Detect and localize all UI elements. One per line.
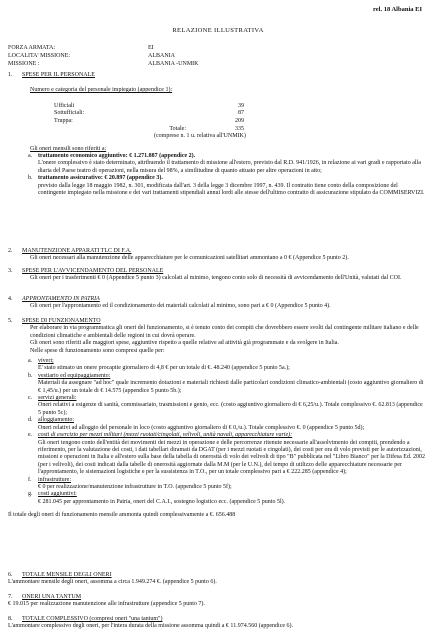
section-number: 8. xyxy=(8,616,13,622)
list-item xyxy=(0,153,436,175)
staff-intro: Numero e categoria del personale impiegato (appendice 1): xyxy=(30,87,173,94)
item-text: Materiali da assegnare "ad hoc" quale incremento dotazioni e materiali richiesti dalle particolari condizioni climatico-ambientali (costo aggiuntivo giornaliero di € 1,45/u.) per un totale di € 14.575 (appendice 5 punto 5b.); xyxy=(38,380,424,394)
section-title: SPESE PER L'AVVICENDAMENTO DEL PERSONALE xyxy=(22,268,164,274)
section-rotation xyxy=(0,268,436,283)
item-text: Oneri relativi ad alloggio del personale in loco (costo aggiuntivo giornaliero di € 0,/u.). Totale complessivo €. 0 (appendice 5 punto 5d); xyxy=(38,424,365,431)
item-heading: costi di esercizio per mezzi militari (mezzi ruotati/cingolati, velivoli, unità navali, apparecchiature varie): xyxy=(38,432,293,439)
staff-table xyxy=(54,103,264,141)
item-marker: a. xyxy=(28,153,33,159)
item-body xyxy=(38,373,436,395)
section-body: Gli oneri per i trasferimenti € 0 (Appendice 5 punto 3) calcolati al minimo, tengono conto solo di necessità di avvicendamento dell'Unità, valutati dal COI. xyxy=(30,275,402,282)
section-body: Gli oneri sono riferiti alle maggiori spese, aggiuntive rispetto a quelle relative ad attività già programmate e da svolgere in Italia. xyxy=(30,340,339,347)
section-title: TOTALE MENSILE DEGLI ONERI xyxy=(22,572,112,578)
item-text: Gli oneri tengono conto dell'entità dei movimenti dei mezzi in operazione e delle percorrenze ritenute necessarie all'assolvimento dei compiti, prendendo a riferimento, per la valutazione dei costi, i dati tabellari diramati da DGAT (per i mezzi ruotati e cingolati), dei costi per ora di volo previsti per le autorizzazioni, missioni e operazioni in Italia e all'estero sulla base della tabella di onerosità di volo dei velivoli di tipo "B" pubblicata nel "Libro Bianco" per la Difesa Ed. 2002 (per i velivoli), dei costi indicati dalla tabelle di onerosità aggiornate dalla M.M (per le U.N.), del tempo di utilizzo delle apparecchiature necessarie per l'approntamento, le sistemazioni logistiche e per la sussistenza in T.O., per un totale complessivo pari a € 222.285 (appendice 4); xyxy=(38,439,425,476)
section-body: L'ammontare mensile degli oneri, assomma a circa 1.949.274 €. (appendice 5 punto 6). xyxy=(8,579,217,586)
item-heading: viveri; xyxy=(38,358,54,365)
item-body xyxy=(38,477,436,492)
list-item-viveri xyxy=(0,358,436,373)
item-heading: alloggiamento: xyxy=(38,417,74,424)
item-text: E' stato stimato un onere procapite giornaliero di 4,8 € per un totale di €. 48.240 (appendice 5 punto 5a.); xyxy=(38,365,290,372)
staff-category: Ufficiali xyxy=(54,102,75,109)
document-title: RELAZIONE ILLUSTRATIVA xyxy=(172,27,264,34)
mission-info xyxy=(8,45,268,69)
staff-category: Truppa: xyxy=(54,118,73,124)
staff-count: 39 xyxy=(238,102,244,109)
item-marker: f. xyxy=(28,476,32,483)
item-marker: e. xyxy=(28,432,33,439)
document-reference: rel. 18 Albania EI xyxy=(372,6,422,13)
item-marker: d. xyxy=(28,417,33,424)
section-personnel xyxy=(0,72,436,197)
item-text: € 0 per realizzazione/manutenzione infrastrutture in T.O. (appendice 5 punto 5f); xyxy=(38,483,232,490)
section-operating-costs xyxy=(0,318,436,520)
staff-row xyxy=(54,110,264,118)
section-number: 1. xyxy=(8,72,13,78)
staff-total-value: 335 xyxy=(235,125,244,132)
list-item-vehicle-costs xyxy=(0,432,436,476)
section-body: Gli oneri per l'approntamento ed il condizionamento dei materiali calcolati al minimo, sono pari a € 0 (Appendice 5 punto 4). xyxy=(30,303,331,310)
meta-key: FORZA ARMATA: xyxy=(8,45,56,51)
section-body: Nelle spese di funzionamento sono compresi quelle per: xyxy=(30,347,165,354)
item-heading: servizi generali: xyxy=(38,395,77,402)
meta-value: EI xyxy=(148,45,154,51)
item-heading: trattamento assicurativo: € 20.897 (appendice 3). xyxy=(38,175,163,182)
item-body xyxy=(38,175,436,197)
list-item xyxy=(0,175,436,197)
item-marker: g. xyxy=(28,491,33,498)
section-title: SPESE PER IL PERSONALE xyxy=(22,72,95,78)
section-number: 5. xyxy=(8,318,13,324)
item-text: Oneri relativi a esigenze di sanità, commissariato, trasmissioni e genio, ecc. (costo aggiuntivo giornaliero di € 6,25/u.). Totale complessivo €. 62.813 (appendice 5 punto 5c); xyxy=(38,402,423,416)
staff-count: 87 xyxy=(238,110,244,117)
section-title: SPESE DI FUNZIONAMENTO xyxy=(22,318,101,324)
staff-row xyxy=(54,103,264,111)
staff-total-note: (comprese n. 1 u. relativa all'UNMIK) xyxy=(154,133,246,140)
list-item-infrastructure xyxy=(0,477,436,492)
list-item-clothing xyxy=(0,373,436,395)
item-marker: b. xyxy=(28,372,33,379)
oneri-intro: Gli oneri mensili sono riferiti a: xyxy=(30,145,107,152)
item-body xyxy=(38,153,436,175)
item-marker: a. xyxy=(28,358,33,365)
section-number: 4. xyxy=(8,296,13,302)
section-number: 7. xyxy=(8,594,13,600)
list-item-general-services xyxy=(0,395,436,417)
section-title: APPRONTAMENTO IN PATRIA xyxy=(22,296,100,302)
item-heading: costi aggiuntivi: xyxy=(38,491,77,498)
section-heading xyxy=(0,72,436,79)
item-text: L'onere complessivo è stato determinato, attribuendo il trattamento di missione all'estero, previsto dal R.D. 941/1926, in relazione ai vari gradi e rapportato alla diaria del Paese teatro di operazioni, nella misura del 98%, a similitudine di quanto attuato per altre operazioni in atto; xyxy=(38,160,421,174)
section-tlc-maintenance xyxy=(0,248,436,263)
meta-row-location xyxy=(8,53,268,61)
section-body: € 19.015 per realizzazione manutenzione alle infrastrutture (appendice 5 punto 7). xyxy=(8,601,205,608)
staff-total-label: Totale: xyxy=(169,125,186,132)
section-number: 2. xyxy=(8,248,13,254)
staff-row xyxy=(54,118,264,126)
section-monthly-total xyxy=(0,572,436,587)
meta-value: ALBANIA -UNMIK xyxy=(148,61,199,67)
list-item-lodging xyxy=(0,417,436,432)
staff-count: 209 xyxy=(235,118,244,124)
meta-key: LOCALITA' MISSIONE: xyxy=(8,53,71,59)
item-heading: infrastrutture: xyxy=(38,476,71,483)
item-body xyxy=(38,417,436,432)
item-text: € 281.045 per approntamento in Patria, oneri del C.A.I., sostegno logistico ecc. (appendice 5 punto 5l). xyxy=(38,498,286,505)
item-heading: vestiario ed equipaggiamento: xyxy=(38,372,111,379)
section-number: 3. xyxy=(8,268,13,274)
section-title: ONERI UNA TANTUM xyxy=(22,594,82,600)
section-body: Gli oneri necessari alla manutenzione delle apparecchiature per le comunicazioni satellitari ammontano a 0 € (Appendice 5 punto 2). xyxy=(30,255,349,262)
item-body xyxy=(38,358,436,373)
item-body xyxy=(38,491,436,506)
section-one-time-costs xyxy=(0,594,436,609)
section-number: 6. xyxy=(8,572,13,578)
list-item-additional-costs xyxy=(0,491,436,506)
section-body: L'ammontare complessivo degli oneri, per l'intera durata della missione assomma quindi a € 11.974.560 (appendice 6). xyxy=(8,623,294,630)
section-title: TOTALE COMPLESSIVO (compresi oneri "una tantum") xyxy=(22,616,163,622)
meta-value: ALBANIA xyxy=(148,53,175,59)
item-marker: b. xyxy=(28,175,33,182)
section-body: Per elaborare in via programmatica gli oneri del funzionamento, si è tenuto conto dei compiti che dovrebbero essere svolti dal contingente militare italiano e delle condizioni climatiche e ambientali delle regioni in cui dovrà operare. xyxy=(30,325,419,339)
item-text: previsto dalla legge 18 maggio 1982, n. 301, modificata dall'art. 3 della legge 3 dicembre 1997, n. 439. Il contratto tiene conto della composizione del contingente impiegato nella missione e dei vari trattamenti stipendiali annui lordi alle stesse dell'ultimo contratto di assicurazione stipulato da COMMISERVIZI. xyxy=(38,182,425,197)
meta-row-armed-force xyxy=(8,45,268,53)
section-grand-total xyxy=(0,616,436,631)
section-home-preparation xyxy=(0,296,436,311)
item-heading: trattamento economico aggiuntivo: € 1.271.887 (appendice 2). xyxy=(38,153,196,159)
section-title: MANUTENZIONE APPARATI TLC DI F.A. xyxy=(22,248,132,254)
item-marker: c. xyxy=(28,395,33,402)
meta-key: MISSIONE : xyxy=(8,61,40,67)
operating-total: Il totale degli oneri di funzionamento mensile ammonta quindi complessivamente a €. 656.488 xyxy=(8,512,236,519)
item-body xyxy=(38,432,436,476)
staff-category: Sottufficiali: xyxy=(54,110,85,117)
meta-row-mission xyxy=(8,61,268,69)
item-body xyxy=(38,395,436,417)
